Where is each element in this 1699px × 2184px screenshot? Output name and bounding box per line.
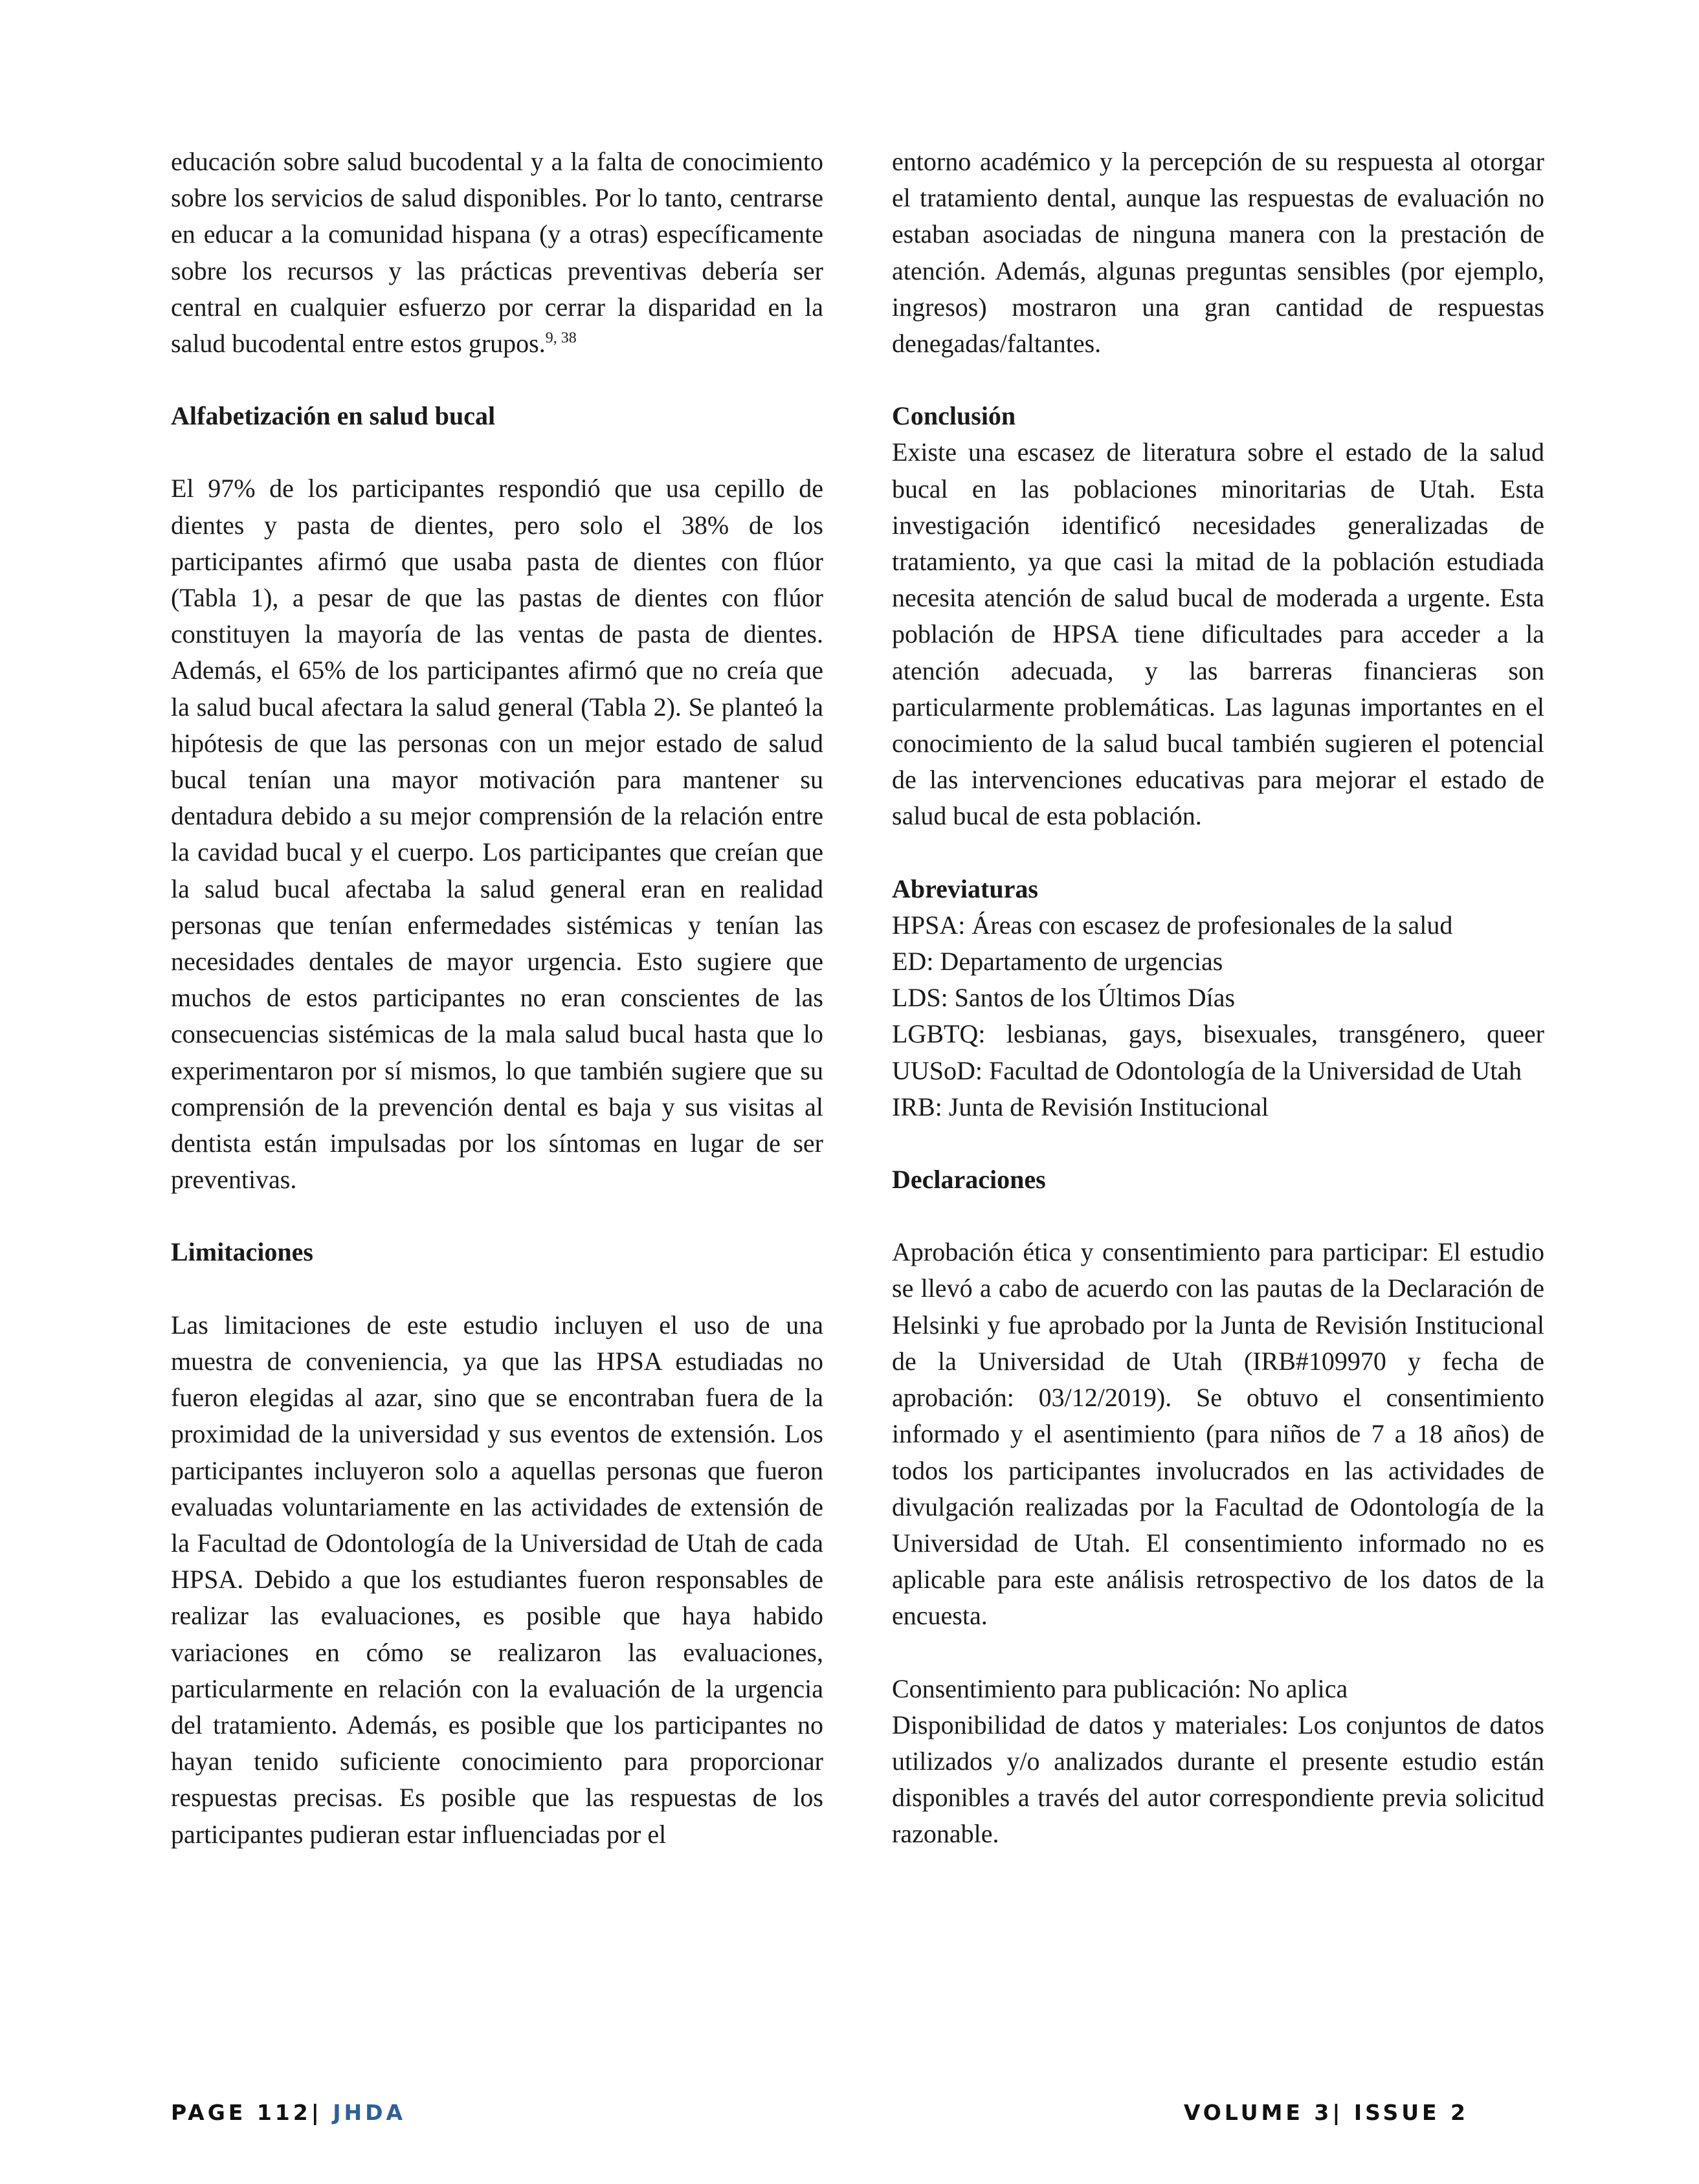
literacy-paragraph: El 97% de los participantes respondió que usa cepillo de dientes y pasta de dientes, pero solo el 38% de los participantes afirmó que usaba pasta de dientes con flúor (Tabla 1), a pesar de que las pastas de dientes con flúor constituyen la mayoría de las ventas de pasta de dientes. Además, el 65% de los participantes afirmó que no creía que la salud bucal afectara la salud general (Tabla 2). Se planteó la hipótesis de que las personas con un mejor estado de salud bucal tenían una mayor motivación para mantener su dentadura debido a su mejor comprensión de la relación entre la cavidad bucal y el cuerpo. Los participantes que creían que la salud bucal afectaba la salud general eran en realidad personas que tenían enfermedades sistémicas y tenían las necesidades dentales de mayor urgencia. Esto sugiere que muchos de estos participantes no eran conscientes de las consecuencias sistémicas de la mala salud bucal hasta que lo experimentaron por sí mismos, lo que también sugiere que su comprensión de la prevención dental es baja y sus visitas al dentista están impulsadas por los síntomas en lugar de ser preventivas. — [171, 474, 823, 1195]
abbreviation-hpsa: HPSA: Áreas con escasez de profesionales de la salud — [892, 910, 1453, 940]
left-column — [171, 144, 823, 1853]
limitations-paragraph: Las limitaciones de este estudio incluyen el uso de una muestra de conveniencia, ya que las HPSA estudiadas no fueron elegidas al azar, sino que se encontraban fuera de la proximidad de la universidad y sus eventos de extensión. Los participantes incluyeron solo a aquellas personas que fueron evaluadas voluntariamente en las actividades de extensión de la Facultad de Odontología de la Universidad de Utah de cada HPSA. Debido a que los estudiantes fueron responsables de realizar las evaluaciones, es posible que haya habido variaciones en cómo se realizaron las evaluaciones, particularmente en relación con la evaluación de la urgencia del tratamiento. Además, es posible que los participantes no hayan tenido suficiente conocimiento para proporcionar respuestas precisas. Es posible que las respuestas de los participantes pudieran estar influenciadas por el — [171, 1310, 823, 1849]
abbreviation-ed: ED: Departamento de urgencias — [892, 947, 1223, 976]
data-availability: Disponibilidad de datos y materiales: Los conjuntos de datos utilizados y/o analizados durante el presente estudio están disponibles a través del autor correspondiente previa solicitud razonable. — [892, 1710, 1544, 1849]
section-heading-limitations: Limitaciones — [171, 1237, 313, 1267]
conclusion-paragraph: Existe una escasez de literatura sobre el estado de la salud bucal en las poblaciones minoritarias de Utah. Esta investigación identificó necesidades generalizadas de tratamiento, ya que casi la mitad de la población estudiada necesita atención de salud bucal de moderada a urgente. Esta población de HPSA tiene dificultades para acceder a la atención adecuada, y las barreras financieras son particularmente problemáticas. Las lagunas importantes en el conocimiento de la salud bucal también sugieren el potencial de las intervenciones educativas para mejorar el estado de salud bucal de esta población. — [892, 437, 1544, 831]
abbreviation-lds: LDS: Santos de los Últimos Días — [892, 983, 1236, 1013]
section-heading-abbreviations: Abreviaturas — [892, 874, 1038, 903]
citation: 9, 38 — [545, 329, 577, 347]
section-heading-literacy: Alfabetización en salud bucal — [171, 401, 496, 431]
intro-paragraph: educación sobre salud bucodental y a la falta de conocimiento sobre los servicios de salud disponibles. Por lo tanto, centrarse en educar a la comunidad hispana (y a otras) específicamente sobre los recursos y las prácticas preventivas debería ser central en cualquier esfuerzo por cerrar la disparidad en la salud bucodental entre estos grupos.$^{9, 38}$ — [171, 147, 823, 358]
right-column — [892, 144, 1544, 1853]
section-heading-conclusion: Conclusión — [892, 401, 1016, 431]
section-heading-declarations: Declaraciones — [892, 1165, 1046, 1195]
publication-consent: Consentimiento para publicación: No aplica — [892, 1673, 1348, 1703]
journal-name: JHDA — [333, 2100, 406, 2125]
continuation-paragraph: entorno académico y la percepción de su respuesta al otorgar el tratamiento dental, aunque las respuestas de evaluación no estaban asociadas de ninguna manera con la prestación de atención. Además, algunas preguntas sensibles (por ejemplo, ingresos) mostraron una gran cantidad de respuestas denegadas/faltantes. — [892, 147, 1544, 358]
footer-volume-issue: VOLUME 3| ISSUE 2 — [1183, 2100, 1469, 2125]
abbreviation-lgbtq: LGBTQ: lesbianas, gays, bisexuales, transgénero, queer UUSoD: Facultad de Odontología de la Universidad de Utah — [892, 1019, 1544, 1085]
abbreviation-irb: IRB: Junta de Revisión Institucional — [892, 1092, 1269, 1121]
page-number: PAGE 112| — [171, 2100, 322, 2125]
ethics-paragraph: Aprobación ética y consentimiento para participar: El estudio se llevó a cabo de acuerdo con las pautas de la Declaración de Helsinki y fue aprobado por la Junta de Revisión Institucional de la Universidad de Utah (IRB#109970 y fecha de aprobación: 03/12/2019). Se obtuvo el consentimiento informado y el asentimiento (para niños de 7 a 18 años) de todos los participantes involucrados en las actividades de divulgación realizadas por la Facultad de Odontología de la Universidad de Utah. El consentimiento informado no es aplicable para este análisis retrospectivo de los datos de la encuesta. — [892, 1237, 1544, 1631]
footer-page-info — [171, 2100, 406, 2125]
